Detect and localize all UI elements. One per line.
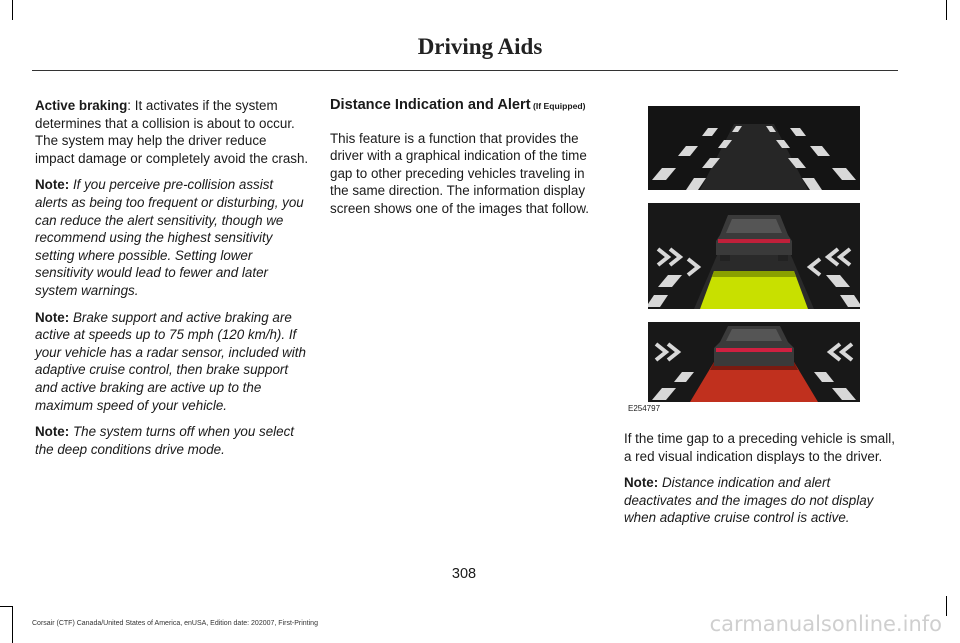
note-text: The system turns off when you select the deep conditions drive mode. bbox=[35, 424, 294, 457]
crop-mark-top-right bbox=[946, 0, 947, 20]
active-braking-text: : It activates if the system determines that a collision is about to occur. The system may help the driver reduce impact damage or completely avoid the crash. bbox=[35, 98, 309, 166]
note-paragraph-1 bbox=[35, 176, 309, 299]
section-heading bbox=[330, 97, 604, 116]
section-heading-text: Distance Indication and Alert bbox=[330, 97, 531, 113]
figure-vehicle-gap-ok bbox=[648, 203, 860, 309]
road-lanes-graphic bbox=[648, 106, 860, 190]
note-text: Brake support and active braking are active at speeds up to 75 mph (120 km/h). If your vehicle has a radar sensor, included with adaptive cruise control, then brake support and active braking are active up to the maximum speed of your vehicle. bbox=[35, 309, 306, 413]
active-braking-paragraph bbox=[35, 97, 309, 167]
crop-mark-bottom-right bbox=[946, 596, 947, 616]
vehicle-green-gap-graphic bbox=[648, 203, 860, 309]
vehicle-red-gap-graphic bbox=[648, 322, 860, 402]
watermark-text: carmanualsonline.info bbox=[709, 612, 942, 636]
crop-mark-top-left bbox=[12, 0, 13, 20]
active-braking-term: Active braking bbox=[35, 98, 128, 113]
page-title: Driving Aids bbox=[417, 34, 543, 59]
left-column bbox=[35, 97, 309, 467]
page-number: 308 bbox=[451, 566, 477, 582]
note-label: Note: bbox=[35, 309, 70, 325]
note-text: Distance indication and alert deactivates and the images do not display when adaptive cruise control is active. bbox=[624, 475, 874, 526]
figure-code: E254797 bbox=[628, 404, 661, 413]
crop-mark-bottom-left bbox=[12, 606, 13, 643]
right-body: If the time gap to a preceding vehicle is small, a red visual indication displays to the driver. bbox=[624, 431, 895, 464]
note-paragraph-3 bbox=[35, 423, 309, 458]
edition-footer: Corsair (CTF) Canada/United States of America, enUSA, Edition date: 202007, First-Printing bbox=[32, 620, 318, 627]
section-body: This feature is a function that provides the driver with a graphical indication of the time gap to other preceding vehicles traveling in the same direction. The information display screen shows one of the images that follow. bbox=[330, 130, 590, 216]
crop-mark-bottom-left-h bbox=[0, 606, 12, 607]
header-rule bbox=[32, 70, 898, 71]
right-note bbox=[624, 474, 898, 527]
note-label: Note: bbox=[35, 424, 70, 440]
note-paragraph-2 bbox=[35, 309, 309, 415]
right-column bbox=[624, 430, 898, 536]
note-text: If you perceive pre-collision assist alerts as being too frequent or disturbing, you can reduce the alert sensitivity, though we recommend using the highest sensitivity setting where possible. Setting lower sensitivity would lead to fewer and later system warnings. bbox=[35, 177, 304, 298]
note-label: Note: bbox=[624, 475, 659, 491]
middle-column bbox=[330, 97, 604, 227]
figure-vehicle-gap-small bbox=[648, 322, 860, 402]
figure-empty-road bbox=[648, 106, 860, 190]
section-heading-suffix: (If Equipped) bbox=[530, 101, 586, 111]
note-label: Note: bbox=[35, 177, 70, 193]
